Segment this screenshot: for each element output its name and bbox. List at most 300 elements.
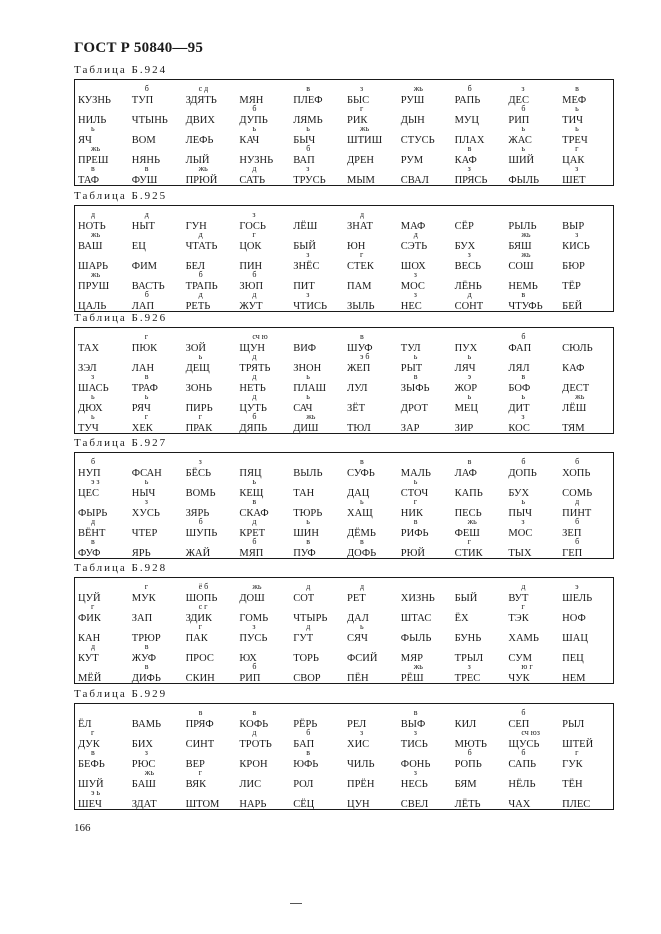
word: ПАК	[185, 633, 208, 644]
variant-mark: в	[575, 84, 579, 93]
word-cell	[344, 644, 398, 664]
variant-mark: г	[91, 602, 95, 611]
word: ЗНОН	[293, 363, 322, 374]
word: МЮТЬ	[454, 739, 487, 750]
word-cell	[398, 212, 452, 232]
table-caption: Таблица Б.926	[74, 312, 168, 324]
table-row	[75, 212, 613, 232]
word-cell	[129, 770, 183, 790]
word-cell	[398, 166, 452, 186]
word: ЗЫЛЬ	[346, 301, 375, 312]
word-cell	[129, 790, 183, 810]
word-cell	[398, 519, 452, 539]
variant-mark: в	[306, 748, 310, 757]
word: ЗНЁС	[293, 261, 320, 272]
variant-mark: в	[306, 84, 310, 93]
word: ШАРЬ	[78, 261, 109, 272]
word: МЯН	[239, 95, 264, 106]
word: ЗЮП	[239, 281, 264, 292]
word: ПРЯСЬ	[454, 175, 488, 186]
word-cell	[290, 252, 344, 272]
word-cell	[344, 624, 398, 644]
word: НЫЧ	[131, 488, 156, 499]
table-row	[75, 414, 613, 434]
word: ПУХ	[454, 343, 478, 354]
word: ГУТ	[293, 633, 314, 644]
word-cell	[344, 232, 398, 252]
word-cell	[75, 106, 129, 126]
table-row	[75, 664, 613, 684]
word-cell	[129, 539, 183, 559]
variant-mark: з	[359, 84, 364, 93]
word: ШУПЬ	[185, 528, 218, 539]
word: ЗЕП	[562, 528, 582, 539]
word-cell	[236, 459, 290, 479]
variant-mark: ь	[521, 124, 526, 133]
variant-mark: з	[521, 84, 525, 93]
word-cell	[505, 750, 559, 770]
word: РОЛ	[293, 779, 314, 790]
word-cell	[452, 750, 506, 770]
word-cell	[344, 790, 398, 810]
word: БЕЛ	[185, 261, 206, 272]
word-cell	[75, 624, 129, 644]
word: ЧТЫРЬ	[293, 613, 328, 624]
word-cell	[129, 106, 183, 126]
word: ПЁН	[346, 673, 369, 684]
word-cell	[183, 394, 237, 414]
word: СЁЦ	[293, 799, 315, 810]
variant-mark: в	[521, 372, 526, 381]
variant-mark: б	[252, 412, 257, 421]
word-cell	[344, 770, 398, 790]
table-row	[75, 126, 613, 146]
word: РОПЬ	[454, 759, 482, 770]
table-row	[75, 604, 613, 624]
word: ТУП	[131, 95, 154, 106]
variant-mark: с г	[198, 602, 208, 611]
word: ЗНАТ	[346, 221, 373, 232]
word-cell	[129, 519, 183, 539]
word: ВОМ	[131, 135, 156, 146]
word-cell	[505, 790, 559, 810]
table-row	[75, 644, 613, 664]
word-cell	[236, 790, 290, 810]
word-cell	[398, 604, 452, 624]
word-cell	[129, 354, 183, 374]
word-cell	[559, 414, 613, 434]
word: ЯРЬ	[131, 548, 151, 559]
word: ЧТЕР	[131, 528, 158, 539]
word-cell	[129, 750, 183, 770]
word-cell	[344, 539, 398, 559]
word-cell	[559, 146, 613, 166]
word-cell	[236, 354, 290, 374]
word: ЗДИК	[185, 613, 212, 624]
word: БЫС	[346, 95, 370, 106]
variant-mark: д	[306, 582, 311, 591]
word-cell	[505, 770, 559, 790]
word-cell	[183, 272, 237, 292]
word-cell	[344, 166, 398, 186]
word-cell	[236, 126, 290, 146]
word-cell	[75, 584, 129, 604]
word: ХОПЬ	[562, 468, 591, 479]
word-cell	[290, 166, 344, 186]
word: РЮС	[131, 759, 156, 770]
word-cell	[398, 499, 452, 519]
word-cell	[75, 499, 129, 519]
word-cell	[290, 212, 344, 232]
word: ВАМЬ	[131, 719, 162, 730]
variant-mark: в	[413, 517, 418, 526]
variant-mark: жь	[467, 517, 477, 526]
variant-mark: ь	[467, 392, 472, 401]
word: КРОН	[239, 759, 268, 770]
table-row	[75, 624, 613, 644]
word: ЦУТЬ	[239, 403, 267, 414]
word: ЩУН	[239, 343, 265, 354]
variant-mark: з	[521, 517, 525, 526]
word: СЮЛЬ	[562, 343, 593, 354]
word-cell	[344, 519, 398, 539]
word-cell	[290, 584, 344, 604]
word-cell	[344, 146, 398, 166]
word-cell	[452, 232, 506, 252]
word-cell	[398, 232, 452, 252]
word-cell	[344, 604, 398, 624]
word-cell	[398, 334, 452, 354]
table-row	[75, 334, 613, 354]
variant-mark: в	[359, 537, 364, 546]
word-cell	[75, 539, 129, 559]
word: КАЧ	[239, 135, 260, 146]
word: ЛЁШ	[562, 403, 587, 414]
word-cell	[129, 624, 183, 644]
word: НЯНЬ	[131, 155, 160, 166]
table-section	[74, 311, 614, 434]
word: ТЁН	[562, 779, 583, 790]
word-cell	[75, 604, 129, 624]
word-cell	[75, 394, 129, 414]
word: СТИК	[454, 548, 483, 559]
variant-mark: з	[144, 497, 148, 506]
word-cell	[505, 272, 559, 292]
word-cell	[505, 624, 559, 644]
document-header: ГОСТ Р 50840—95	[74, 40, 204, 56]
word: СВОР	[293, 673, 321, 684]
word-cell	[559, 86, 613, 106]
word: МУК	[131, 593, 156, 604]
variant-mark: ь	[91, 124, 95, 133]
word-cell	[398, 459, 452, 479]
word-cell	[344, 334, 398, 354]
word-cell	[505, 664, 559, 684]
word: ЛЁШ	[293, 221, 318, 232]
table-section	[74, 561, 614, 684]
word-cell	[183, 292, 237, 312]
word: НЕМ	[562, 673, 586, 684]
word: ВАШ	[78, 241, 103, 252]
word-cell	[505, 354, 559, 374]
word: РЫТ	[400, 363, 423, 374]
word-cell	[344, 394, 398, 414]
word: НИК	[400, 508, 423, 519]
word: РЕТ	[346, 593, 366, 604]
word-cell	[236, 272, 290, 292]
word: ВЕСЬ	[454, 261, 482, 272]
table-caption: Таблица Б.927	[74, 437, 168, 449]
word: ШТЕЙ	[562, 739, 594, 750]
variant-mark: ь	[144, 392, 149, 401]
word-cell	[183, 584, 237, 604]
table-section	[74, 189, 614, 312]
variant-mark: ь	[413, 477, 418, 486]
word-cell	[183, 790, 237, 810]
word: КАФ	[562, 363, 585, 374]
variant-mark: з	[575, 164, 579, 173]
word-cell	[559, 750, 613, 770]
word: ТЮРЬ	[293, 508, 323, 519]
word-cell	[398, 539, 452, 559]
word-cell	[559, 790, 613, 810]
word: НИЛЬ	[78, 115, 107, 126]
table-row	[75, 790, 613, 810]
word: СТУСЬ	[400, 135, 435, 146]
word: ПЫЧ	[508, 508, 532, 519]
variant-mark: ь	[91, 412, 95, 421]
word: ШТАС	[400, 613, 432, 624]
word: ЗОНЬ	[185, 383, 213, 394]
word: ЛЁНЬ	[454, 281, 482, 292]
variant-mark: б	[252, 662, 257, 671]
word-cell	[290, 126, 344, 146]
word-cell	[129, 86, 183, 106]
word-cell	[236, 750, 290, 770]
word: НУП	[78, 468, 101, 479]
word: ЖАС	[508, 135, 532, 146]
word: СОШ	[508, 261, 534, 272]
word-cell	[398, 624, 452, 644]
word: ДЕСТ	[562, 383, 590, 394]
variant-mark: ь	[91, 392, 95, 401]
word: ТЮЛ	[346, 423, 371, 434]
word-cell	[559, 166, 613, 186]
word: КУТ	[78, 653, 99, 664]
word-cell	[452, 126, 506, 146]
variant-mark: з	[467, 250, 471, 259]
word-cell	[236, 86, 290, 106]
word-cell	[505, 519, 559, 539]
word: ПЛЕФ	[293, 95, 323, 106]
word-cell	[344, 479, 398, 499]
word: ЛУЛ	[346, 383, 368, 394]
word: ВИФ	[293, 343, 317, 354]
variant-mark: г	[144, 582, 149, 591]
word: ЦАЛЬ	[78, 301, 107, 312]
table-row	[75, 86, 613, 106]
word-cell	[75, 252, 129, 272]
variant-mark: ь	[359, 622, 364, 631]
word-cell	[505, 710, 559, 730]
table-section	[74, 687, 614, 810]
word-cell	[75, 166, 129, 186]
word-cell	[236, 519, 290, 539]
word: ЁХ	[454, 613, 469, 624]
word-cell	[236, 292, 290, 312]
word-cell	[183, 374, 237, 394]
word-cell	[75, 750, 129, 770]
word-cell	[183, 730, 237, 750]
word-cell	[559, 479, 613, 499]
word-table	[74, 327, 614, 434]
word-cell	[398, 710, 452, 730]
word: ПИТ	[293, 281, 315, 292]
variant-mark: д	[575, 497, 580, 506]
word: ДУК	[78, 739, 100, 750]
word-cell	[75, 272, 129, 292]
word: СОМЬ	[562, 488, 593, 499]
word-cell	[183, 166, 237, 186]
word-cell	[290, 770, 344, 790]
word-cell	[505, 232, 559, 252]
word-cell	[452, 414, 506, 434]
word: СЕП	[508, 719, 530, 730]
variant-mark: в	[198, 708, 203, 717]
word: БЕФЬ	[78, 759, 105, 770]
variant-mark: г	[359, 250, 364, 259]
word: РЫЛ	[562, 719, 585, 730]
word: ТИСЬ	[400, 739, 428, 750]
word: ДЁМЬ	[346, 528, 376, 539]
word-cell	[75, 292, 129, 312]
word: ШОПЬ	[185, 593, 218, 604]
word: ЗАР	[400, 423, 420, 434]
word-cell	[236, 414, 290, 434]
word: ПИРЬ	[185, 403, 213, 414]
word: ЗЫФЬ	[400, 383, 430, 394]
variant-mark: з	[413, 768, 417, 777]
variant-mark: жь	[198, 164, 208, 173]
word-cell	[129, 374, 183, 394]
table-row	[75, 539, 613, 559]
word: НЁЛЬ	[508, 779, 536, 790]
word: ФОНЬ	[400, 759, 431, 770]
word-cell	[559, 354, 613, 374]
word: ФУФ	[78, 548, 101, 559]
word-cell	[398, 272, 452, 292]
variant-mark: в	[144, 642, 149, 651]
word-cell	[505, 499, 559, 519]
word-cell	[344, 414, 398, 434]
word: ВЁНТ	[78, 528, 106, 539]
variant-mark: з	[144, 748, 148, 757]
variant-mark: д	[252, 164, 257, 173]
variant-mark: ь	[575, 124, 579, 133]
word: ДЕЩ	[185, 363, 210, 374]
word: ЖАЙ	[185, 548, 211, 559]
word-cell	[183, 519, 237, 539]
word-cell	[398, 664, 452, 684]
word: ГУН	[185, 221, 207, 232]
word-cell	[129, 232, 183, 252]
word: МЫМ	[346, 175, 375, 186]
word-cell	[559, 644, 613, 664]
word: ШИН	[293, 528, 319, 539]
word-cell	[452, 272, 506, 292]
table-row	[75, 272, 613, 292]
word-cell	[505, 394, 559, 414]
word: ВАП	[293, 155, 315, 166]
word: ВУТ	[508, 593, 529, 604]
word: РИП	[508, 115, 530, 126]
word-cell	[559, 232, 613, 252]
word-cell	[559, 394, 613, 414]
word-cell	[290, 354, 344, 374]
variant-mark: г	[198, 412, 202, 421]
variant-mark: в	[413, 708, 418, 717]
word-cell	[290, 710, 344, 730]
word-cell	[290, 146, 344, 166]
variant-mark: ь	[306, 392, 310, 401]
word: ФАП	[508, 343, 532, 354]
variant-mark: б	[306, 144, 311, 153]
word-cell	[559, 770, 613, 790]
table-row	[75, 374, 613, 394]
word-cell	[344, 710, 398, 730]
word: ХАЩ	[346, 508, 373, 519]
variant-mark: в	[359, 457, 364, 466]
word: ЛАФ	[454, 468, 477, 479]
word: ЦУЙ	[78, 593, 101, 604]
word: ПИН	[239, 261, 263, 272]
word: ТЭК	[508, 613, 529, 624]
word-cell	[183, 459, 237, 479]
word-cell	[505, 146, 559, 166]
word-table	[74, 452, 614, 559]
variant-mark: ь	[575, 104, 579, 113]
word-cell	[505, 292, 559, 312]
word: НЕСЬ	[400, 779, 428, 790]
word-cell	[559, 459, 613, 479]
word-cell	[236, 539, 290, 559]
word: ДОФЬ	[346, 548, 377, 559]
word-cell	[129, 146, 183, 166]
word-cell	[290, 624, 344, 644]
word: БУХ	[454, 241, 476, 252]
word: ЗЭЛ	[78, 363, 97, 374]
word-cell	[559, 519, 613, 539]
word: КИСЬ	[562, 241, 590, 252]
word: СКАФ	[239, 508, 269, 519]
word-cell	[559, 624, 613, 644]
word-cell	[398, 106, 452, 126]
variant-mark: г	[575, 144, 579, 153]
word-cell	[290, 106, 344, 126]
word: ШТИШ	[346, 135, 383, 146]
word: ДАЛ	[346, 613, 369, 624]
word-cell	[344, 86, 398, 106]
word: ФЕШ	[454, 528, 480, 539]
word: БЁСЬ	[185, 468, 212, 479]
word: КРЕТ	[239, 528, 266, 539]
variant-mark: з	[413, 290, 417, 299]
word-cell	[183, 750, 237, 770]
word-cell	[559, 499, 613, 519]
word-cell	[344, 126, 398, 146]
variant-mark: б	[144, 84, 149, 93]
word-table	[74, 577, 614, 684]
